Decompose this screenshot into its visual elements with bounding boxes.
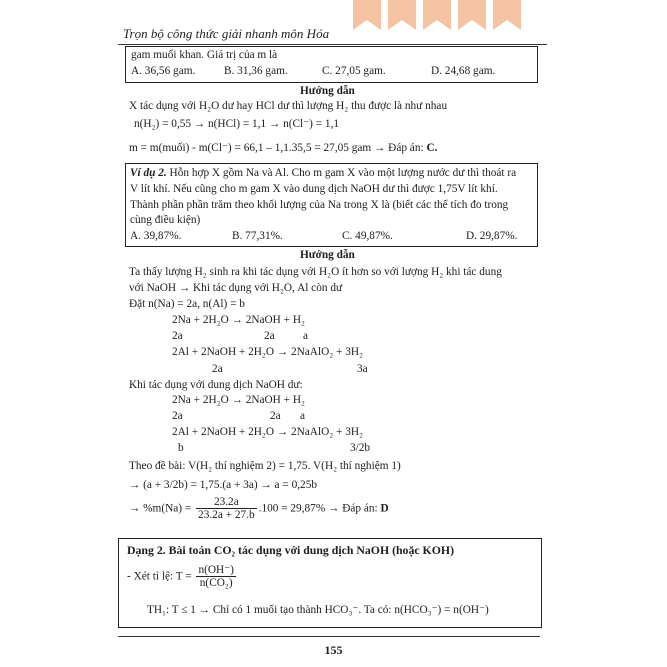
equation-1: 2Na + 2H₂O → 2NaOH + H₂ xyxy=(172,314,305,326)
option-c: C. 27,05 gam. xyxy=(322,65,386,77)
example2-line1-text: Hỗn hợp X gồm Na và Al. Cho m gam X vào một lượng nước dư thì thoát ra xyxy=(166,167,517,179)
guide1-line3-text: m = m(muối) - m(Cl⁻) = 66,1 – 1,1.35,5 = 27,05 gam → Đáp án: xyxy=(129,142,427,154)
guide1-line2: n(H₂) = 0,55 → n(HCl) = 1,1 → n(Cl⁻) = 1,1 xyxy=(134,118,340,130)
guide1-line1: X tác dụng với H₂O dư hay HCl dư thì lượng H₂ thu được là như nhau xyxy=(129,100,448,112)
example2-line3: Thành phần phần trăm theo khối lượng của Na trong X là (biết các thể tích đo trong xyxy=(130,199,509,211)
equation-3-coef-naoh: 2a xyxy=(270,410,281,422)
example2-line2: V lít khí. Nếu cũng cho m gam X vào dung dịch NaOH dư thì được 1,75V lít khí. xyxy=(130,183,498,195)
guide1-answer: C. xyxy=(426,142,438,154)
equation-2-coef-naoh: 2a xyxy=(212,363,223,375)
header-chevron-decoration xyxy=(0,0,667,36)
guide2-p3: Đặt n(Na) = 2a, n(Al) = b xyxy=(129,298,245,310)
page-number: 155 xyxy=(324,643,343,657)
example2-label: Ví dụ 2. xyxy=(130,167,167,179)
percent-na-label: → %m(Na) = xyxy=(129,502,192,515)
footer-rule xyxy=(118,636,540,637)
example2-box xyxy=(125,163,538,247)
guide1-line3 xyxy=(129,141,437,156)
guide2-p5: Theo đề bài: V(H₂ thí nghiệm 2) = 1,75. V(H₂ thí nghiệm 1) xyxy=(129,460,401,472)
guide2-p4: Khi tác dụng với dung dịch NaOH dư: xyxy=(129,379,303,391)
equation-4-coef-naoh: b xyxy=(178,442,184,454)
running-header: Trọn bộ công thức giải nhanh môn Hóa xyxy=(123,26,330,41)
equation-1-coef-naoh: 2a xyxy=(264,330,275,342)
equation-3-coef-h2: a xyxy=(300,410,306,422)
header-rule xyxy=(118,44,547,45)
equation-2-coef-h2: 3a xyxy=(357,363,368,375)
example2-option-b: B. 77,31%. xyxy=(232,230,283,242)
fraction-numerator: 23.2a xyxy=(196,496,257,509)
equation-4-coef-h2: 3/2b xyxy=(350,442,371,454)
guide2-p6: → (a + 3/2b) = 1,75.(a + 3a) → a = 0,25b xyxy=(129,479,317,491)
section2-title: Dạng 2. Bài toán CO₂ tác dụng với dung dịch NaOH (hoặc KOH) xyxy=(127,543,454,557)
ratio-numerator: n(OH⁻) xyxy=(198,564,234,576)
guide1-heading: Hướng dẫn xyxy=(300,85,355,97)
fraction-denominator: 23.2a + 27.b xyxy=(198,509,255,521)
percent-na-result: .100 = 29,87% → Đáp án: xyxy=(258,502,381,515)
option-b: B. 31,36 gam. xyxy=(224,65,288,77)
equation-1-coef-na: 2a xyxy=(172,330,183,342)
ratio-denominator: n(CO₂) xyxy=(199,577,233,589)
equation-4: 2Al + 2NaOH + 2H₂O → 2NaAlO₂ + 3H₂ xyxy=(172,426,363,438)
example2-option-c: C. 49,87%. xyxy=(342,230,393,242)
example2-option-a: A. 39,87%. xyxy=(130,230,182,242)
option-d: D. 24,68 gam. xyxy=(431,65,496,77)
example2-line1 xyxy=(130,166,516,181)
equation-3: 2Na + 2H₂O → 2NaOH + H₂ xyxy=(172,394,305,406)
example2-option-d: D. 29,87%. xyxy=(466,230,518,242)
guide2-p7 xyxy=(129,496,389,522)
example2-line4: cùng điều kiện) xyxy=(130,214,201,226)
ratio-fraction xyxy=(196,564,235,590)
equation-1-coef-h2: a xyxy=(303,330,309,342)
equation-2: 2Al + 2NaOH + 2H₂O → 2NaAlO₂ + 3H₂ xyxy=(172,346,363,358)
prev-question-box xyxy=(125,46,538,83)
guide2-p1: Ta thấy lượng H₂ sinh ra khi tác dụng với H₂O ít hơn so với lượng H₂ khi tác dung xyxy=(129,266,502,278)
guide2-p2: với NaOH → Khi tác dụng với H₂O, Al còn dư xyxy=(129,282,343,294)
percent-na-fraction xyxy=(196,496,257,522)
case-1: TH₁: T ≤ 1 → Chỉ có 1 muối tạo thành HCO₃⁻. Ta có: n(HCO₃⁻) = n(OH⁻) xyxy=(147,604,489,616)
prev-question-line: gam muối khan. Giá trị của m là xyxy=(131,49,278,61)
guide2-answer: D xyxy=(380,502,389,515)
ratio-label: - Xét tỉ lệ: T = xyxy=(127,570,192,583)
ratio-line xyxy=(127,564,238,590)
equation-3-coef-na: 2a xyxy=(172,410,183,422)
option-a: A. 36,56 gam. xyxy=(131,65,196,77)
section2-box xyxy=(118,538,542,628)
guide2-heading: Hướng dẫn xyxy=(300,249,355,261)
